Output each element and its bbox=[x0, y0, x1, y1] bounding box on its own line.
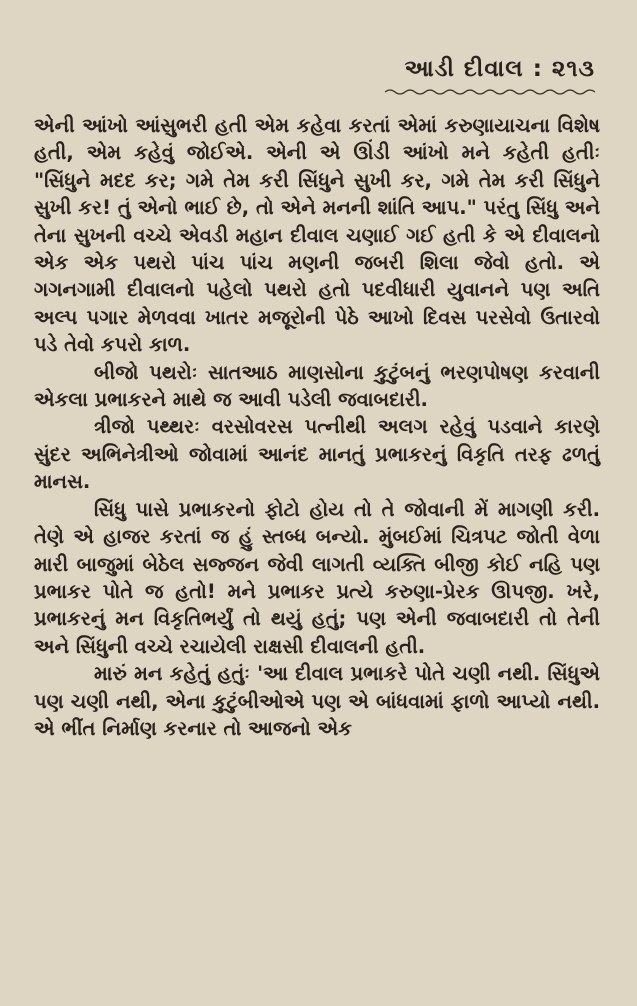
page-body bbox=[34, 112, 600, 742]
wavy-rule-ornament bbox=[385, 88, 595, 96]
running-header bbox=[385, 56, 595, 96]
paragraph-3: ત્રીજો પથ્થરઃ વરસોવરસ પત્નીથી અલગ રહેવું પડવાને કારણે સુંદર અભિનેત્રીઓ જોવામાં આનંદ માનતું પ્રભાકરનું વિકૃતિ તરફ ઢળતું માનસ. bbox=[34, 415, 600, 494]
paragraph-4: સિંધુ પાસે પ્રભાકરનો ફોટો હોય તો તે જોવાની મેં માગણી કરી. તેણે એ હાજર કરતાં જ હું સ્તબ્ધ બન્યો. મુંબઈમાં ચિત્રપટ જોતી વેળા મારી બાજુમાં બેઠેલ સજ્જન જેવી લાગતી વ્યક્તિ બીજી કોઈ નહિ પણ પ્રભાકર પોતે જ હતો! મને પ્રભાકર પ્રત્યે કરુણા-પ્રેરક ઊપજી. ખરે, પ્રભાકરનું મન વિકૃતિભર્યું તો થયું હતું; પણ એની જવાબદારી તો તેની અને સિંધુની વચ્ચે રચાયેલી રાક્ષસી દીવાલની હતી. bbox=[34, 497, 600, 658]
running-title: આડી દીવાલ : ૨૧૩ bbox=[404, 56, 595, 82]
paragraph-2: બીજો પથરોઃ સાતઆઠ માણસોના કુટુંબનું ભરણપોષણ કરવાની એકલા પ્રભાકરને માથે જ આવી પડેલી જવાબદારી. bbox=[34, 360, 600, 412]
paragraph-1: એની આંખો આંસુભરી હતી એમ કહેવા કરતાં એમાં કરુણાયાચના વિશેષ હતી, એમ કહેવું જોઈએ. એની એ ઊંડી આંખો મને કહેતી હતીઃ "સિંધુને મદદ કર; ગમે તેમ કરી સિંધુને સુખી કર, ગમે તેમ કરી સિંધુને સુખી કર! તું એનો ભાઈ છે, તો એને મનની શાંતિ આપ." પરંતુ સિંધુ અને તેના સુખની વચ્ચે એવડી મહાન દીવાલ ચણાઈ ગઈ હતી કે એ દીવાલનો એક એક પથરો પાંચ પાંચ મણની જબરી શિલા જેવો હતો. એ ગગનગામી દીવાલનો પહેલો પથરો હતો પદવીધારી યુવાનને પણ અતિ અલ્પ પગાર મેળવવા ખાતર મજૂરોની પેઠે આખો દિવસ પરસેવો ઉતારવો પડે તેવો કપરો કાળ. bbox=[34, 114, 600, 357]
paragraph-5: મારું મન કહેતું હતુંઃ 'આ દીવાલ પ્રભાકરે પોતે ચણી નથી. સિંધુએ પણ ચણી નથી, એના કુટુંબીઓએ પણ એ બાંધવામાં ફાળો આપ્યો નથી. એ ભીંત નિર્માણ કરનાર તો આજનો એક bbox=[34, 662, 600, 740]
